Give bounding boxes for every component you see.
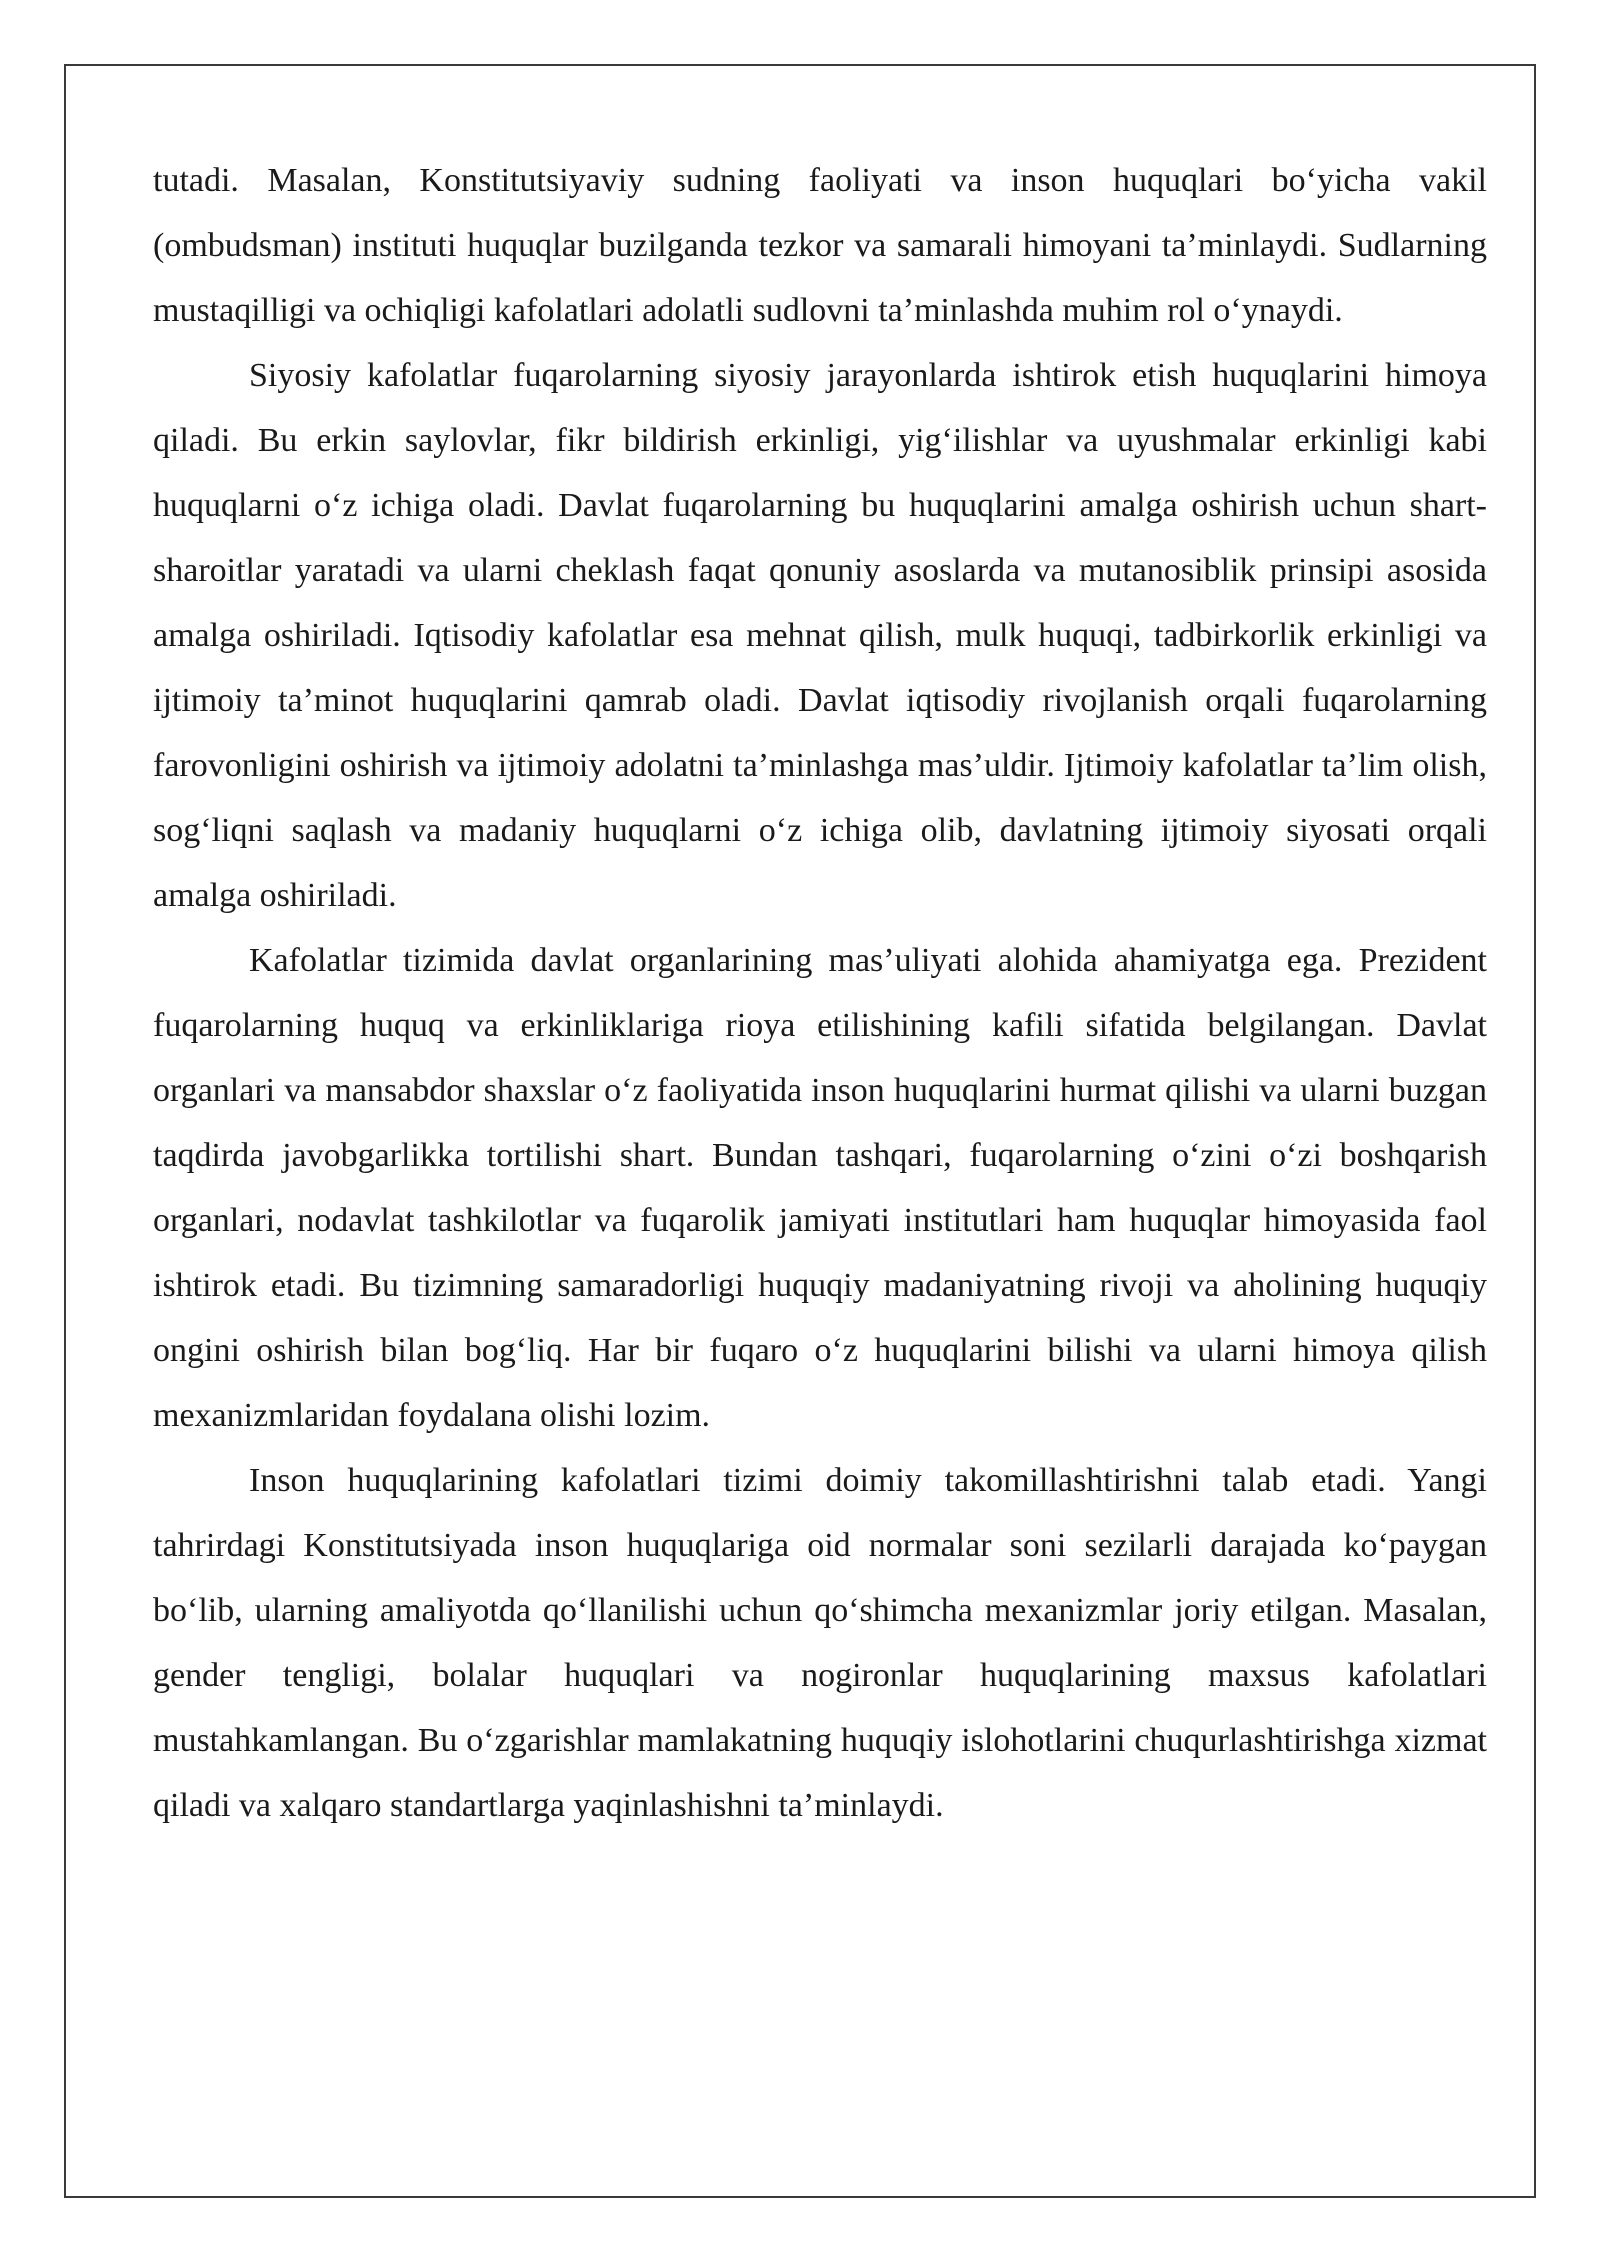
document-body: [153, 148, 1487, 1838]
paragraph-3: Kafolatlar tizimida davlat organlarining mas’uliyati alohida ahamiyatga ega. Prezident fuqarolarning huquq va erkinliklariga rioya etilishining kafili sifatida belgilangan. Davlat organlari va mansabdor shaxslar o‘z faoliyatida inson huquqlarini hurmat qilishi va ularni buzgan taqdirda javobgarlikka tortilishi shart. Bundan tashqari, fuqarolarning o‘zini o‘zi boshqarish organlari, nodavlat tashkilotlar va fuqarolik jamiyati institutlari ham huquqlar himoyasida faol ishtirok etadi. Bu tizimning samaradorligi huquqiy madaniyatning rivoji va aholining huquqiy ongini oshirish bilan bog‘liq. Har bir fuqaro o‘z huquqlarini bilishi va ularni himoya qilish mexanizmlaridan foydalana olishi lozim.: [153, 942, 1487, 1434]
paragraph-1: tutadi. Masalan, Konstitutsiyaviy sudning faoliyati va inson huquqlari bo‘yicha vakil (ombudsman) instituti huquqlar buzilganda tezkor va samarali himoyani ta’minlaydi. Sudlarning mustaqilligi va ochiqligi kafolatlari adolatli sudlovni ta’minlashda muhim rol o‘ynaydi.: [153, 162, 1487, 329]
paragraph-2: Siyosiy kafolatlar fuqarolarning siyosiy jarayonlarda ishtirok etish huquqlarini himoya qiladi. Bu erkin saylovlar, fikr bildirish erkinligi, yig‘ilishlar va uyushmalar erkinligi kabi huquqlarni o‘z ichiga oladi. Davlat fuqarolarning bu huquqlarini amalga oshirish uchun shart-sharoitlar yaratadi va ularni cheklash faqat qonuniy asoslarda va mutanosiblik prinsipi asosida amalga oshiriladi. Iqtisodiy kafolatlar esa mehnat qilish, mulk huquqi, tadbirkorlik erkinligi va ijtimoiy ta’minot huquqlarini qamrab oladi. Davlat iqtisodiy rivojlanish orqali fuqarolarning farovonligini oshirish va ijtimoiy adolatni ta’minlashga mas’uldir. Ijtimoiy kafolatlar ta’lim olish, sog‘liqni saqlash va madaniy huquqlarni o‘z ichiga olib, davlatning ijtimoiy siyosati orqali amalga oshiriladi.: [153, 357, 1487, 914]
paragraph-4: Inson huquqlarining kafolatlari tizimi doimiy takomillashtirishni talab etadi. Yangi tahrirdagi Konstitutsiyada inson huquqlariga oid normalar soni sezilarli darajada ko‘paygan bo‘lib, ularning amaliyotda qo‘llanilishi uchun qo‘shimcha mexanizmlar joriy etilgan. Masalan, gender tengligi, bolalar huquqlari va nogironlar huquqlarining maxsus kafolatlari mustahkamlangan. Bu o‘zgarishlar mamlakatning huquqiy islohotlarini chuqurlashtirishga xizmat qiladi va xalqaro standartlarga yaqinlashishni ta’minlaydi.: [153, 1462, 1487, 1824]
